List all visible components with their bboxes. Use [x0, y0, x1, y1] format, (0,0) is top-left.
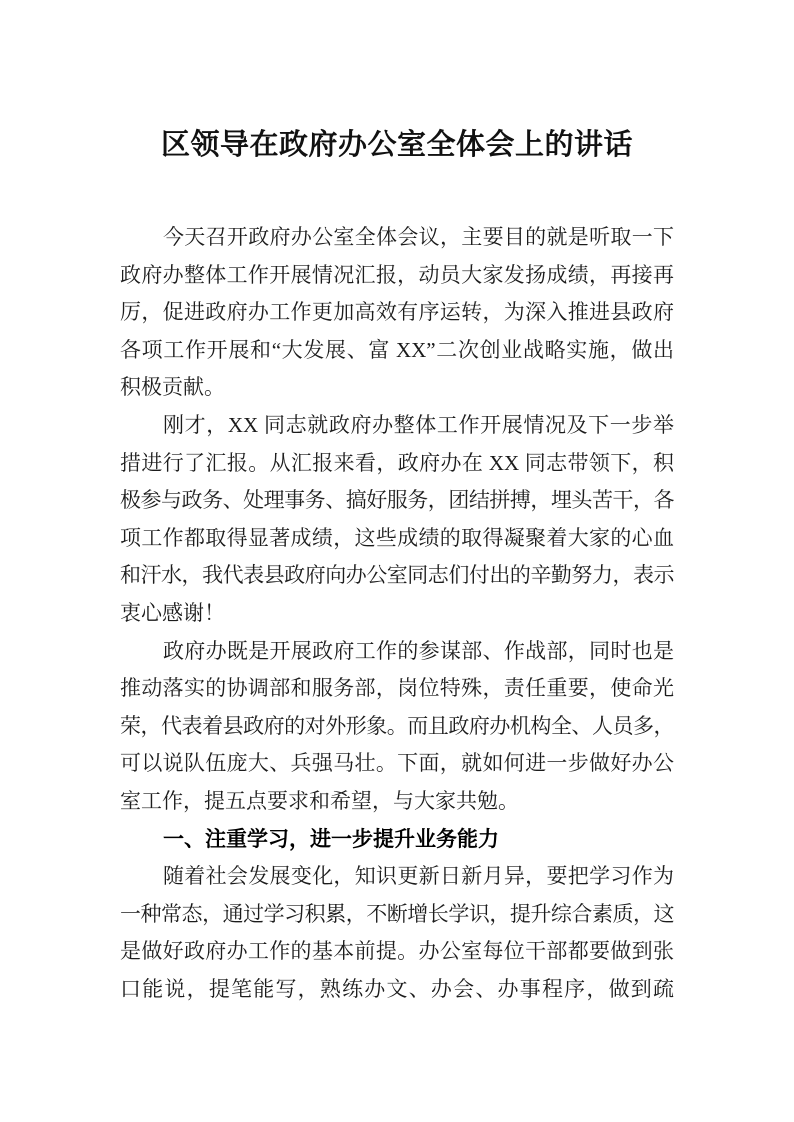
paragraph-line: 政府办既是开展政府工作的参谋部、作战部，同时也是	[163, 638, 674, 663]
paragraph-line: 极参与政务、处理事务、搞好服务，团结拼搏，埋头苦干，各	[120, 488, 674, 513]
paragraph-line: 措进行了汇报。从汇报来看，政府办在 XX 同志带领下，积	[120, 450, 674, 475]
paragraph-line: 推动落实的协调部和服务部，岗位特殊，责任重要，使命光	[120, 676, 674, 701]
paragraph-line: 是做好政府办工作的基本前提。办公室每位干部都要做到张	[120, 939, 674, 964]
paragraph-line: 衷心感谢！	[120, 600, 225, 625]
paragraph-line: 厉，促进政府办工作更加高效有序运转，为深入推进县政府	[120, 300, 674, 325]
paragraph-line: 项工作都取得显著成绩，这些成绩的取得凝聚着大家的心血	[120, 525, 674, 550]
paragraph-line: 和汗水，我代表县政府向办公室同志们付出的辛勤努力，表示	[120, 563, 674, 588]
paragraph-line: 可以说队伍庞大、兵强马壮。下面，就如何进一步做好办公	[120, 751, 674, 776]
paragraph-line: 随着社会发展变化，知识更新日新月异，要把学习作为	[163, 864, 674, 889]
paragraph-line: 各项工作开展和“大发展、富 XX”二次创业战略实施，做出	[120, 337, 674, 362]
paragraph-line: 口能说，提笔能写，熟练办文、办会、办事程序，做到疏	[120, 976, 674, 1001]
section-heading: 一、注重学习，进一步提升业务能力	[163, 827, 499, 851]
paragraph-line: 室工作，提五点要求和希望，与大家共勉。	[120, 788, 519, 813]
document-title: 区领导在政府办公室全体会上的讲话	[160, 129, 633, 161]
paragraph-line: 荣，代表着县政府的对外形象。而且政府办机构全、人员多，	[120, 713, 674, 738]
paragraph-line: 刚才，XX 同志就政府办整体工作开展情况及下一步举	[163, 412, 674, 437]
paragraph-line: 政府办整体工作开展情况汇报，动员大家发扬成绩，再接再	[120, 262, 674, 287]
document-body	[120, 219, 674, 1008]
paragraph-line: 积极贡献。	[120, 375, 225, 400]
paragraph-line: 今天召开政府办公室全体会议，主要目的就是听取一下	[163, 225, 674, 249]
paragraph-line: 一种常态，通过学习积累，不断增长学识，提升综合素质，这	[120, 901, 674, 926]
